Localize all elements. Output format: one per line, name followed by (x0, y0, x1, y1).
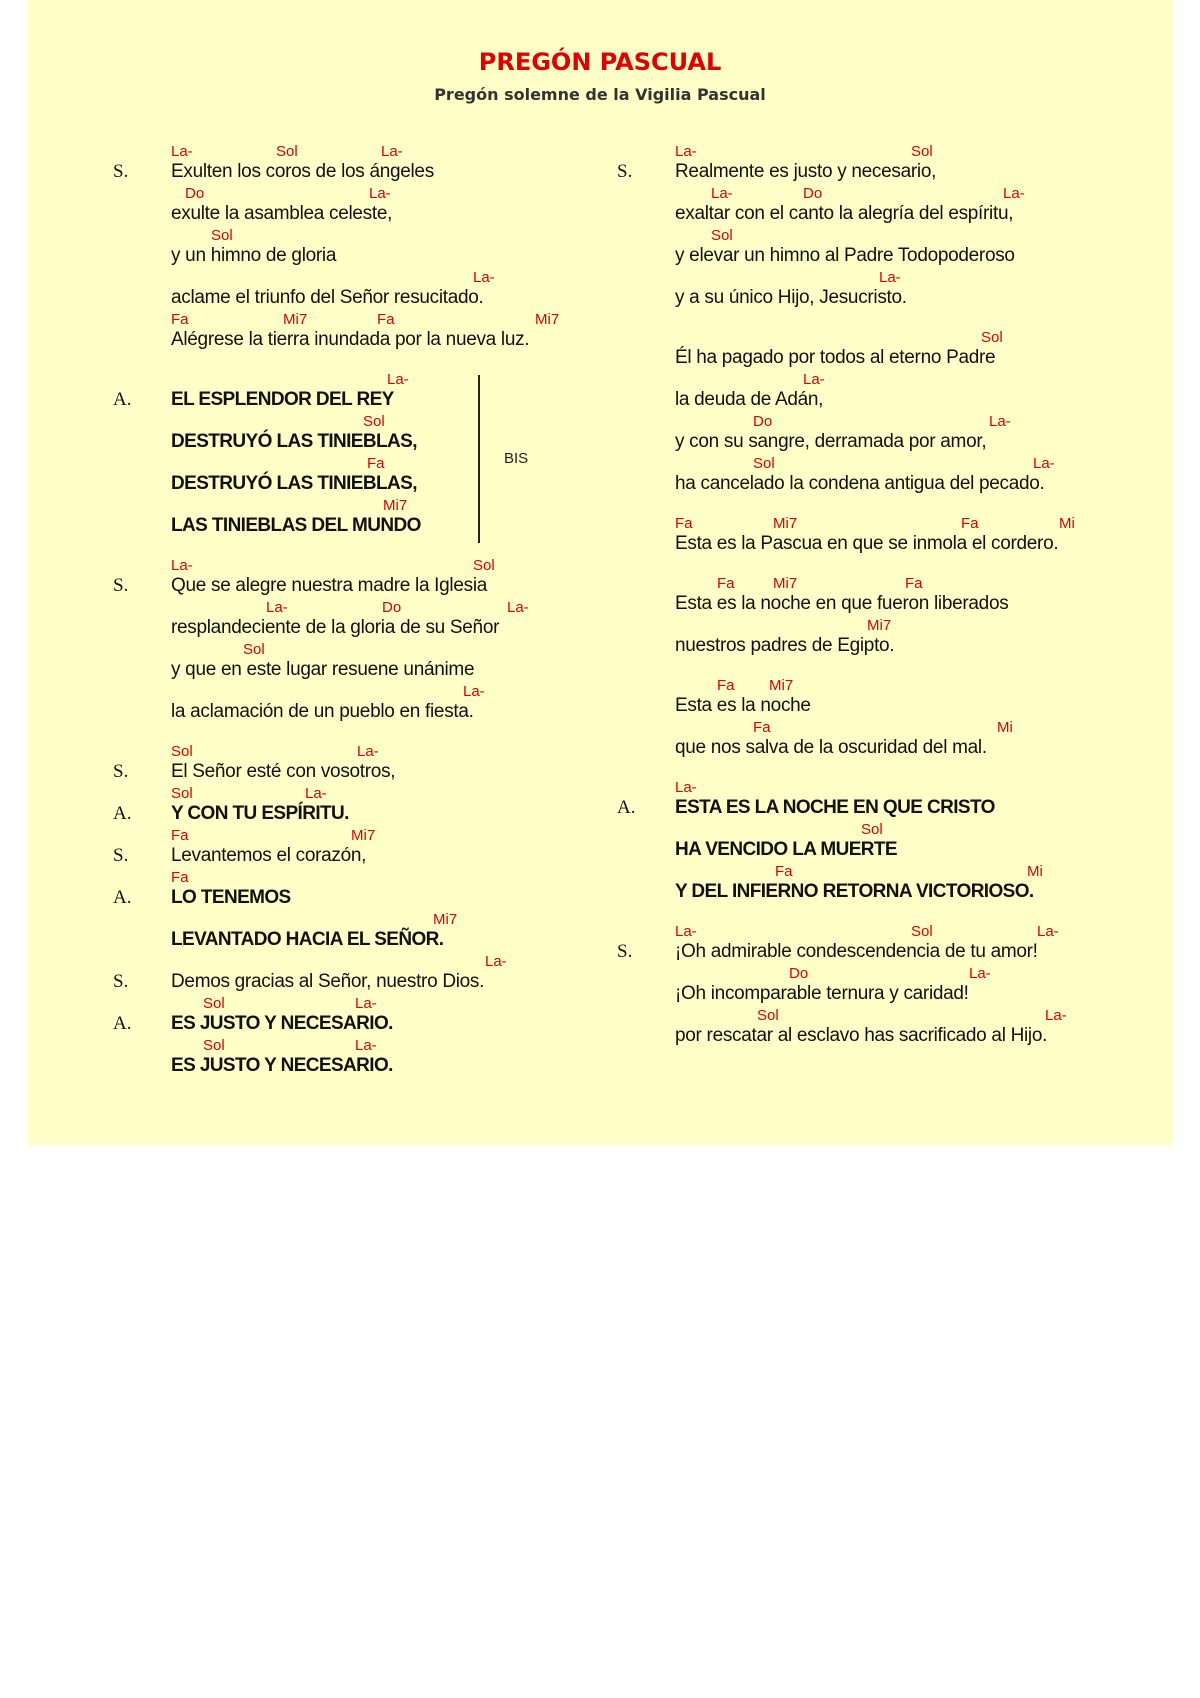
chord-row (171, 140, 633, 160)
lyric-text: Que se alegre nuestra madre la Iglesia (171, 575, 488, 596)
chord: Fa (905, 575, 923, 592)
chord: Mi7 (433, 911, 458, 928)
lyric-text: El Señor esté con vosotros, (171, 761, 396, 782)
verse-line (113, 740, 633, 782)
verse-line (113, 680, 633, 722)
chord: Mi7 (535, 311, 560, 328)
chord: La- (969, 965, 991, 982)
chord: Sol (911, 143, 933, 160)
chord-row (675, 410, 1177, 430)
lyric-text: y con su sangre, derramada por amor, (675, 431, 987, 452)
chord: Do (382, 599, 402, 616)
verse-line (113, 908, 633, 950)
chord: Mi7 (769, 677, 794, 694)
lyric-text: Demos gracias al Señor, nuestro Dios. (171, 971, 485, 992)
lyric-text: nuestros padres de Egipto. (675, 635, 895, 656)
chord-row (675, 182, 1177, 202)
chord: La- (266, 599, 288, 616)
verse-line (113, 494, 633, 536)
lyric-text: Levantemos el corazón, (171, 845, 367, 866)
speaker-label: S. (113, 761, 129, 782)
verse-line (617, 572, 1177, 614)
verse-line (617, 326, 1177, 368)
chord: La- (711, 185, 733, 202)
verse-line (617, 266, 1177, 308)
chord: Fa (367, 455, 385, 472)
chord-row (675, 716, 1177, 736)
chord: La- (369, 185, 391, 202)
chord: Fa (171, 869, 189, 886)
verse-line (113, 368, 633, 410)
chord: Fa (675, 515, 693, 532)
verse-line (617, 224, 1177, 266)
speaker-label: S. (113, 575, 129, 596)
lyric-text: Esta es la noche en que fueron liberados (675, 593, 1009, 614)
chord-row (171, 452, 633, 472)
verse-line (113, 266, 633, 308)
chord: La- (1045, 1007, 1067, 1024)
verse-line (617, 410, 1177, 452)
chord-row (171, 866, 633, 886)
chord: La- (381, 143, 403, 160)
verse-line (617, 776, 1177, 818)
chord: La- (171, 143, 193, 160)
chord: Sol (171, 785, 193, 802)
chord: Sol (171, 743, 193, 760)
verse-line (617, 962, 1177, 1004)
assembly-response-text: ESTA ES LA NOCHE EN QUE CRISTO (675, 797, 995, 818)
chord: Fa (753, 719, 771, 736)
speaker-label: S. (617, 941, 633, 962)
assembly-response-text: LAS TINIEBLAS DEL MUNDO (171, 515, 421, 536)
document-title: PREGÓN PASCUAL (478, 48, 722, 76)
chord-row (675, 860, 1177, 880)
speaker-label: S. (113, 971, 129, 992)
chord-row (675, 818, 1177, 838)
chord-row (675, 512, 1177, 532)
verse-line (617, 716, 1177, 758)
verse-line (113, 140, 633, 182)
chord: Sol (473, 557, 495, 574)
verse-line (113, 782, 636, 824)
chord-row (675, 962, 1177, 982)
chord-row (171, 224, 633, 244)
verse-line (113, 1034, 633, 1076)
lyric-text: aclame el triunfo del Señor resucitado. (171, 287, 484, 308)
chord: Fa (171, 311, 189, 328)
chord: La- (485, 953, 507, 970)
chord-row (675, 920, 1177, 940)
assembly-response-text: DESTRUYÓ LAS TINIEBLAS, (171, 431, 417, 452)
verse-line (617, 140, 1177, 182)
verse-line (113, 596, 633, 638)
verse-line (617, 860, 1177, 902)
chord: Mi7 (773, 515, 798, 532)
chord: Do (753, 413, 773, 430)
assembly-response-text: ES JUSTO Y NECESARIO. (171, 1013, 393, 1034)
verse-line (617, 182, 1177, 224)
lyric-text: ¡Oh admirable condescendencia de tu amor! (675, 941, 1038, 962)
lyric-text: Él ha pagado por todos al eterno Padre (675, 347, 996, 368)
chord: Fa (717, 575, 735, 592)
chord: Do (789, 965, 809, 982)
chord: Sol (211, 227, 233, 244)
chord: Fa (171, 827, 189, 844)
chord-row (171, 554, 633, 574)
lyric-text: ¡Oh incomparable ternura y caridad! (675, 983, 969, 1004)
chord: Fa (961, 515, 979, 532)
speaker-label: A. (113, 389, 132, 410)
assembly-response-text: HA VENCIDO LA MUERTE (675, 839, 897, 860)
speaker-label: S. (113, 845, 129, 866)
bis-bracket (478, 375, 480, 543)
chord-row (171, 266, 633, 286)
chord-row (171, 308, 633, 328)
verse-line (113, 950, 633, 992)
verse-line (113, 638, 633, 680)
chord: Fa (775, 863, 793, 880)
chord-row (675, 368, 1177, 388)
chord-row (171, 782, 633, 802)
assembly-response-text: Y DEL INFIERNO RETORNA VICTORIOSO. (675, 881, 1034, 902)
chord: Mi7 (383, 497, 408, 514)
assembly-response-text: ES JUSTO Y NECESARIO. (171, 1055, 393, 1076)
lyric-text: Esta es la noche (675, 695, 811, 716)
chord-row (171, 1034, 633, 1054)
verse-line (113, 224, 633, 266)
verse-line (617, 452, 1177, 494)
chord: La- (675, 143, 697, 160)
speaker-label: S. (113, 161, 129, 182)
right-column (617, 140, 1177, 1046)
chord-row (171, 740, 633, 760)
chord-row (675, 1004, 1177, 1024)
chord: Sol (757, 1007, 779, 1024)
lyric-text: y elevar un himno al Padre Todopoderoso (675, 245, 1015, 266)
chord: La- (1037, 923, 1059, 940)
verse-line (113, 308, 633, 350)
chord: Sol (363, 413, 385, 430)
chord: Do (185, 185, 205, 202)
chord: Mi (1027, 863, 1043, 880)
chord: La- (355, 995, 377, 1012)
chord: Mi7 (283, 311, 308, 328)
chord: La- (803, 371, 825, 388)
chord-row (171, 824, 633, 844)
chord: Sol (981, 329, 1003, 346)
assembly-response-text: EL ESPLENDOR DEL REY (171, 389, 394, 410)
lyric-text: Exulten los coros de los ángeles (171, 161, 434, 182)
speaker-label: S. (617, 161, 633, 182)
lyric-text: y un himno de gloria (171, 245, 337, 266)
verse-line (617, 818, 1177, 860)
chord: Sol (711, 227, 733, 244)
verse-line (113, 866, 633, 908)
lyric-text: Esta es la Pascua en que se inmola el cordero. (675, 533, 1059, 554)
chord: La- (387, 371, 409, 388)
verse-line (113, 182, 633, 224)
chord-row (171, 182, 633, 202)
lyric-text: que nos salva de la oscuridad del mal. (675, 737, 987, 758)
lyric-text: Realmente es justo y necesario, (675, 161, 937, 182)
lyric-text: por rescatar al esclavo has sacrificado al Hijo. (675, 1025, 1048, 1046)
chord: Sol (276, 143, 298, 160)
chord-row (171, 680, 633, 700)
document-subtitle: Pregón solemne de la Vigilia Pascual (434, 85, 766, 104)
lyric-text: y que en este lugar resuene unánime (171, 659, 475, 680)
chord: La- (879, 269, 901, 286)
chord-row (675, 452, 1177, 472)
chord: Sol (911, 923, 933, 940)
lyric-text: la deuda de Adán, (675, 389, 824, 410)
verse-line (617, 614, 1177, 656)
lyric-text: Alégrese la tierra inundada por la nueva luz. (171, 329, 530, 350)
chord: Mi7 (867, 617, 892, 634)
lyric-text: la aclamación de un pueblo en fiesta. (171, 701, 474, 722)
chord-row (675, 776, 1177, 796)
verse-line (617, 1004, 1177, 1046)
verse-line (113, 410, 633, 452)
verse-line (113, 554, 633, 596)
speaker-label: A. (617, 797, 636, 818)
speaker-label: A. (113, 803, 132, 824)
chord: La- (1033, 455, 1055, 472)
verse-line (113, 824, 633, 866)
chord: La- (171, 557, 193, 574)
assembly-response-text: LEVANTADO HACIA EL SEÑOR. (171, 929, 444, 950)
assembly-response-text: Y CON TU ESPÍRITU. (171, 803, 349, 824)
chord: La- (357, 743, 379, 760)
chord-row (171, 638, 633, 658)
chord: La- (989, 413, 1011, 430)
chord-row (171, 992, 633, 1012)
chord: La- (355, 1037, 377, 1054)
chord-row (675, 224, 1177, 244)
assembly-response-text: DESTRUYÓ LAS TINIEBLAS, (171, 473, 417, 494)
chord-row (171, 596, 633, 616)
verse-line (617, 512, 1177, 554)
chord: La- (507, 599, 529, 616)
chord: La- (473, 269, 495, 286)
chord-row (171, 494, 633, 514)
chord: Sol (753, 455, 775, 472)
verse-line (113, 992, 633, 1034)
chord: Mi7 (773, 575, 798, 592)
chord-row (675, 326, 1177, 346)
chord-row (171, 410, 633, 430)
chord: La- (675, 923, 697, 940)
chord: Fa (377, 311, 395, 328)
chord-row (675, 266, 1177, 286)
lyric-text: ha cancelado la condena antigua del pecado. (675, 473, 1045, 494)
verse-line (617, 368, 1177, 410)
chord-row (675, 674, 1177, 694)
chord: Sol (243, 641, 265, 658)
lyric-text: exaltar con el canto la alegría del espíritu, (675, 203, 1014, 224)
chord: La- (675, 779, 697, 796)
verse-line (113, 452, 633, 494)
chord-row (675, 140, 1177, 160)
chord: La- (1003, 185, 1025, 202)
chord: Sol (861, 821, 883, 838)
chord: La- (305, 785, 327, 802)
chord: Fa (717, 677, 735, 694)
chord: Sol (203, 995, 225, 1012)
bis-label: BIS (504, 450, 529, 467)
chord: Mi (997, 719, 1013, 736)
lyric-text: exulte la asamblea celeste, (171, 203, 393, 224)
lyric-text: resplandeciente de la gloria de su Señor (171, 617, 500, 638)
chord-row (675, 572, 1177, 592)
left-column (113, 140, 636, 1076)
speaker-label: A. (113, 1013, 132, 1034)
lyric-text: y a su único Hijo, Jesucristo. (675, 287, 907, 308)
assembly-response-text: LO TENEMOS (171, 887, 291, 908)
verse-line (617, 920, 1177, 962)
chord: Do (803, 185, 823, 202)
chord: Sol (203, 1037, 225, 1054)
chord-row (171, 368, 633, 388)
verse-line (617, 674, 1177, 716)
speaker-label: A. (113, 887, 132, 908)
chord-row (675, 614, 1177, 634)
chord: La- (463, 683, 485, 700)
chord-row (171, 950, 633, 970)
chord: Mi7 (351, 827, 376, 844)
chord: Mi (1059, 515, 1075, 532)
chord-row (171, 908, 633, 928)
